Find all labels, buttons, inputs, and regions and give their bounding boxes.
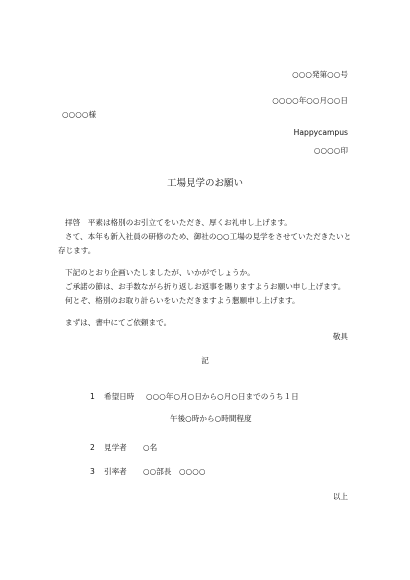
document-number: ○○○発第○○号 bbox=[292, 70, 348, 79]
body-line: 何とぞ、格別のお取り計らいをいただきますよう懇願申し上げます。 bbox=[65, 296, 300, 305]
end-ijou: 以上 bbox=[332, 492, 348, 501]
body-line: 存じます。 bbox=[58, 246, 96, 255]
letter-title: 工場見学のお願い bbox=[166, 178, 243, 189]
body-line: 拝啓 平素は格別のお引立てをいただき、厚くお礼申し上げます。 bbox=[65, 218, 292, 227]
body-line: 下記のとおり企画いたしましたが、いかがでしょうか。 bbox=[65, 268, 255, 277]
document-date: ○○○○年○○月○○日 bbox=[272, 96, 348, 105]
item-number: 1 bbox=[90, 392, 95, 401]
ki-heading: 記 bbox=[201, 356, 209, 365]
body-line: まずは、書中にてご依頼まで。 bbox=[65, 318, 172, 327]
recipient-name: ○○○○様 bbox=[62, 110, 97, 119]
body-line: ご承諾の節は、お手数ながら折り返しお返事を賜りますようお願い申し上げます。 bbox=[65, 282, 346, 291]
item-value: 午後○時から○時間程度 bbox=[170, 414, 252, 423]
item-number: 2 bbox=[90, 443, 95, 452]
item-label: 見学者 bbox=[104, 443, 127, 452]
item-value: ○○部長 ○○○○ bbox=[143, 467, 206, 476]
item-label: 希望日時 bbox=[104, 392, 135, 401]
item-value: ○○○年○月○日から○月○日までのうち１日 bbox=[146, 392, 299, 401]
sender-name: ○○○○印 bbox=[313, 146, 348, 155]
sender-company: Happycampus bbox=[293, 128, 348, 137]
item-value: ○名 bbox=[143, 443, 158, 452]
item-number: 3 bbox=[90, 467, 95, 476]
closing-keigu: 敬具 bbox=[332, 332, 348, 341]
item-label: 引率者 bbox=[104, 467, 127, 476]
body-line: さて、本年も新入社員の研修のため、御社の○○工場の見学をさせていただきたいと bbox=[65, 232, 352, 241]
